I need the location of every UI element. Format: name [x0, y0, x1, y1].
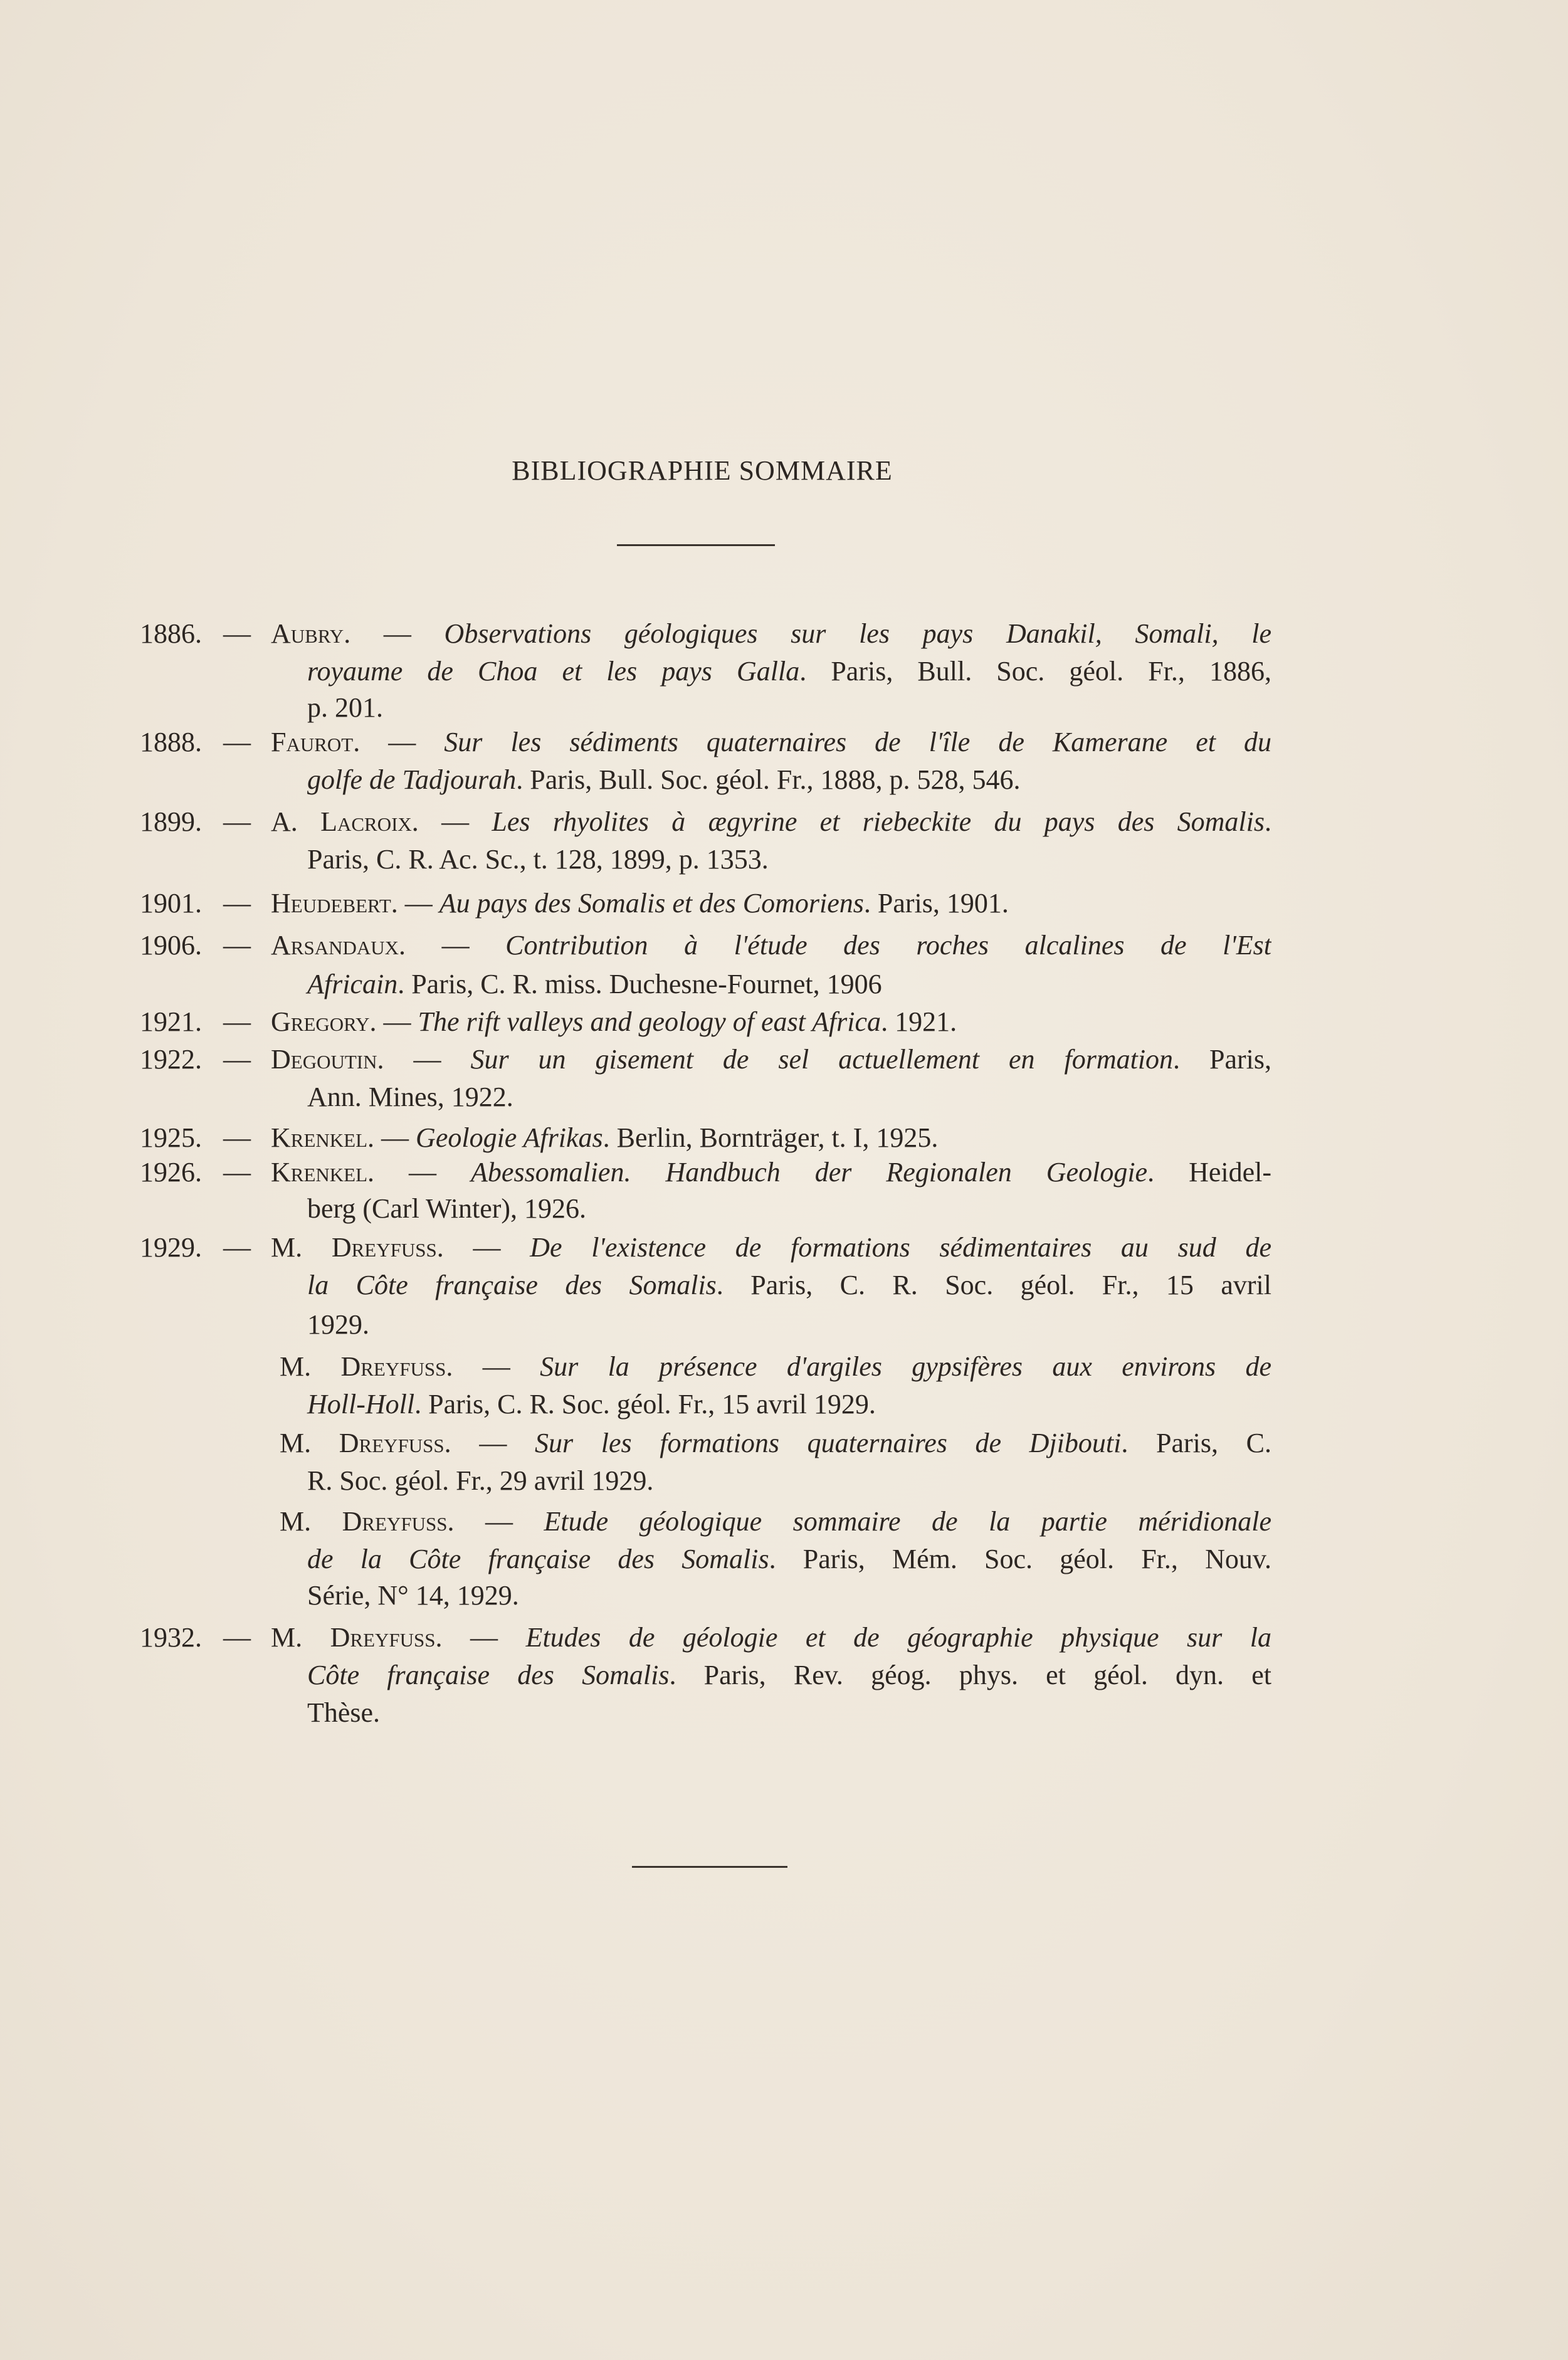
- citation-text: . —: [367, 1157, 471, 1188]
- citation-text: . Paris, Rev. géog. phys. et géol. dyn. et: [669, 1660, 1271, 1690]
- citation-text: . —: [353, 727, 445, 757]
- citation-text: . —: [446, 1351, 540, 1382]
- entry-line: [307, 1578, 1271, 1613]
- author-name: Krenkel: [271, 1122, 368, 1153]
- work-title: Holl-Holl: [307, 1389, 415, 1420]
- entry-line: [307, 1387, 1271, 1422]
- entry-dash: —: [223, 618, 251, 649]
- entry-dash: —: [223, 1232, 251, 1263]
- citation-text: . —: [447, 1506, 544, 1537]
- entry-year: 1886.: [140, 618, 202, 649]
- entry-line: [271, 1620, 1271, 1655]
- work-title: Au pays des Somalis et des Comoriens: [439, 888, 864, 919]
- author-name: Faurot: [271, 727, 354, 757]
- citation-text: . Heidel-: [1147, 1157, 1271, 1188]
- entry-dash: —: [223, 1006, 251, 1037]
- entry-line: [271, 616, 1271, 651]
- entry-line: [271, 1004, 1271, 1040]
- entry-year: 1925.: [140, 1122, 202, 1153]
- entry-dash: —: [223, 930, 251, 961]
- citation-text: . Berlin, Bornträger, t. I, 1925.: [602, 1122, 939, 1153]
- entry-year: 1888.: [140, 727, 202, 757]
- entry-dash: —: [223, 727, 251, 757]
- work-title: Les rhyolites à ægyrine et riebeckite du pays des Somalis: [492, 806, 1265, 837]
- citation-text: M.: [280, 1506, 342, 1537]
- citation-text: . Paris, Mém. Soc. géol. Fr., Nouv.: [769, 1544, 1271, 1574]
- citation-text: . —: [399, 930, 506, 961]
- work-title: la Côte française des Somalis: [307, 1270, 717, 1300]
- entry-line: [271, 928, 1271, 963]
- citation-text: . 1921.: [881, 1006, 957, 1037]
- entry-year: 1922.: [140, 1044, 202, 1075]
- citation-text: M.: [280, 1351, 341, 1382]
- work-title: Sur les formations quaternaires de Djibouti: [534, 1428, 1122, 1458]
- citation-text: . Paris, C. R. Soc. géol. Fr., 15 avril: [716, 1270, 1271, 1300]
- citation-text: . —: [411, 806, 492, 837]
- citation-text: . Paris, Bull. Soc. géol. Fr., 1886,: [799, 656, 1271, 687]
- citation-text: . Paris, Bull. Soc. géol. Fr., 1888, p. 528, 546.: [516, 764, 1021, 795]
- citation-text: A.: [271, 806, 321, 837]
- citation-text: . —: [391, 888, 439, 919]
- entry-line: [307, 1695, 1271, 1730]
- work-title: De l'existence de formations sédimentaires au sud de: [530, 1232, 1271, 1263]
- citation-text: . —: [344, 618, 445, 649]
- entry-year: 1926.: [140, 1157, 202, 1188]
- work-title: Abessomalien. Handbuch der Regionalen Geologie: [471, 1157, 1148, 1188]
- work-title: Etude géologique sommaire de la partie méridionale: [544, 1506, 1271, 1537]
- work-title: Contribution à l'étude des roches alcalines de l'Est: [505, 930, 1271, 961]
- author-name: Aubry: [271, 618, 344, 649]
- entry-line: [307, 1268, 1271, 1303]
- work-title: The rift valleys and geology of east Africa: [418, 1006, 881, 1037]
- entry-line: [271, 1120, 1271, 1156]
- entry-line: [280, 1426, 1271, 1461]
- author-name: Dreyfuss: [340, 1351, 446, 1382]
- work-title: Sur la présence d'argiles gypsifères aux environs de: [540, 1351, 1271, 1382]
- entry-line: [271, 886, 1271, 921]
- citation-text: R. Soc. géol. Fr., 29 avril 1929.: [307, 1465, 654, 1496]
- entry-dash: —: [223, 1157, 251, 1188]
- entry-year: 1899.: [140, 806, 202, 837]
- entry-line: [307, 690, 1271, 725]
- citation-text: M.: [271, 1622, 330, 1653]
- title-divider: [617, 544, 775, 546]
- work-title: royaume de Choa et les pays Galla: [307, 656, 800, 687]
- work-title: Observations géologiques sur les pays Danakil, Somali, le: [444, 618, 1271, 649]
- entry-dash: —: [223, 1044, 251, 1075]
- citation-text: Série, N° 14, 1929.: [307, 1580, 519, 1611]
- citation-text: Paris, C. R. Ac. Sc., t. 128, 1899, p. 1353.: [307, 844, 769, 875]
- entry-dash: —: [223, 1122, 251, 1153]
- citation-text: 1929.: [307, 1309, 369, 1340]
- entry-line: [307, 1080, 1271, 1115]
- entry-year: 1932.: [140, 1622, 202, 1653]
- page-title: BIBLIOGRAPHIE SOMMAIRE: [512, 455, 893, 486]
- entry-line: [307, 762, 1271, 798]
- citation-text: . —: [377, 1044, 471, 1075]
- work-title: Etudes de géologie et de géographie physique sur la: [525, 1622, 1271, 1653]
- entry-dash: —: [223, 806, 251, 837]
- work-title: Sur les sédiments quaternaires de l'île de Kamerane et du: [444, 727, 1271, 757]
- citation-text: . Paris,: [1173, 1044, 1271, 1075]
- citation-text: . Paris, C.: [1121, 1428, 1271, 1458]
- citation-text: . Paris, C. R. Soc. géol. Fr., 15 avril 1929.: [414, 1389, 876, 1420]
- author-name: Degoutin: [271, 1044, 377, 1075]
- citation-text: Thèse.: [307, 1697, 381, 1728]
- author-name: Dreyfuss: [331, 1232, 437, 1263]
- entry-year: 1921.: [140, 1006, 202, 1037]
- author-name: Arsandaux: [271, 930, 399, 961]
- citation-text: .: [1265, 806, 1271, 837]
- entry-line: [280, 1504, 1271, 1539]
- entry-dash: —: [223, 1622, 251, 1653]
- entry-line: [271, 1155, 1271, 1190]
- entry-year: 1901.: [140, 888, 202, 919]
- citation-text: . Paris, C. R. miss. Duchesne-Fournet, 1906: [397, 969, 882, 999]
- work-title: Côte française des Somalis: [307, 1660, 670, 1690]
- work-title: de la Côte française des Somalis: [307, 1544, 769, 1574]
- author-name: Dreyfuss: [342, 1506, 448, 1537]
- entry-line: [271, 725, 1271, 760]
- entry-line: [307, 654, 1271, 689]
- citation-text: M.: [271, 1232, 332, 1263]
- citation-text: . —: [444, 1428, 535, 1458]
- entry-line: [271, 1042, 1271, 1077]
- citation-text: . —: [435, 1622, 526, 1653]
- citation-text: M.: [280, 1428, 339, 1458]
- citation-text: . —: [369, 1006, 418, 1037]
- author-name: Krenkel: [271, 1157, 368, 1188]
- entry-line: [307, 1463, 1271, 1499]
- citation-text: Ann. Mines, 1922.: [307, 1082, 513, 1112]
- citation-text: . —: [367, 1122, 416, 1153]
- entry-line: [307, 1191, 1271, 1226]
- entry-line: [307, 842, 1271, 877]
- author-name: Lacroix: [320, 806, 412, 837]
- entry-year: 1906.: [140, 930, 202, 961]
- citation-text: . —: [436, 1232, 530, 1263]
- entry-year: 1929.: [140, 1232, 202, 1263]
- author-name: Dreyfuss: [330, 1622, 436, 1653]
- author-name: Gregory: [271, 1006, 370, 1037]
- entry-line: [307, 1307, 1271, 1342]
- citation-text: p. 201.: [307, 692, 383, 723]
- work-title: Sur un gisement de sel actuellement en formation: [470, 1044, 1174, 1075]
- entry-line: [271, 1230, 1271, 1265]
- entry-line: [307, 1542, 1271, 1577]
- entry-line: [307, 1658, 1271, 1693]
- entry-line: [271, 804, 1271, 840]
- author-name: Heudebert: [271, 888, 391, 919]
- citation-text: berg (Carl Winter), 1926.: [307, 1193, 587, 1224]
- work-title: Africain: [307, 969, 398, 999]
- entry-dash: —: [223, 888, 251, 919]
- work-title: golfe de Tadjourah: [307, 764, 517, 795]
- end-divider: [632, 1866, 787, 1868]
- work-title: Geologie Afrikas: [416, 1122, 603, 1153]
- entry-line: [280, 1349, 1271, 1384]
- citation-text: . Paris, 1901.: [863, 888, 1009, 919]
- author-name: Dreyfuss: [339, 1428, 445, 1458]
- entry-line: [307, 967, 1271, 1002]
